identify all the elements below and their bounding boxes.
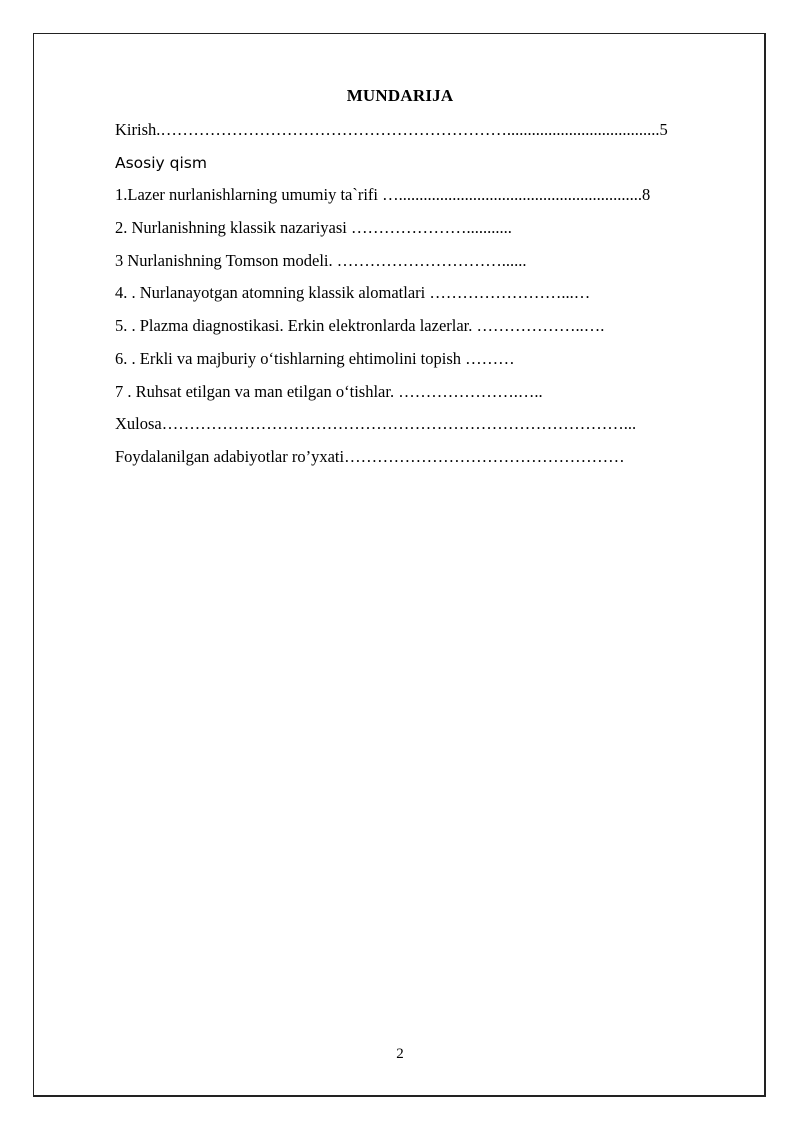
toc-entry-main-part: Asosiy qism [115, 153, 207, 172]
toc-title: MUNDARIJA [346, 86, 454, 105]
toc-entry-7: 7 . Ruhsat etilgan va man etilgan o‘tishlar. ………………….….. [115, 381, 543, 401]
toc-entry-4: 4. . Nurlanayotgan atomning klassik alomatlari ……………………...… [115, 283, 591, 303]
page-number: 2 [396, 1046, 404, 1062]
toc-entry-2: 2. Nurlanishning klassik nazariyasi …………………........... [115, 218, 512, 238]
table-of-contents [115, 116, 745, 476]
toc-entry-5: 5. . Plazma diagnostikasi. Erkin elektronlarda lazerlar. ………………..…. [115, 316, 605, 336]
toc-entry-introduction: Kirish.……………………………………………………….....................................5 [115, 120, 668, 139]
toc-entry-3: 3 Nurlanishning Tomson modeli. …………………………...... [115, 250, 527, 270]
toc-entry-references: Foydalanilgan adabiyotlar ro’yxati…………………………………………… [115, 446, 625, 466]
toc-entry-1: 1.Lazer nurlanishlarning umumiy ta`rifi …...........................................................8 [115, 185, 651, 205]
toc-entry-conclusion: Xulosa…………………………………………………………………………... [115, 414, 637, 434]
toc-entry-6: 6. . Erkli va majburiy o‘tishlarning ehtimolini topish ……… [115, 348, 515, 368]
